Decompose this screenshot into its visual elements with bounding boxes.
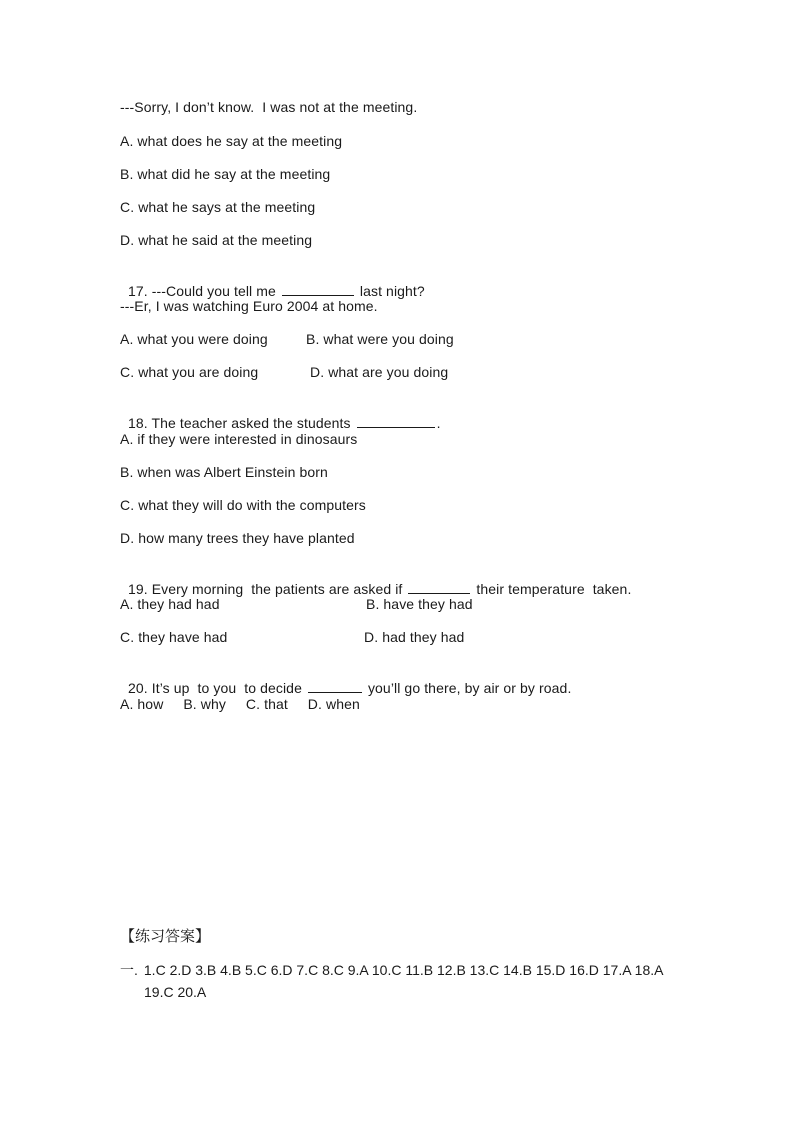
question-18-tail: . [436, 415, 441, 431]
answer-blank [357, 414, 435, 428]
options-row: A. how B. why C. that D. when [120, 696, 360, 712]
answers-section-number: 一. [120, 962, 138, 978]
dialogue-line: ---Er, I was watching Euro 2004 at home. [120, 298, 378, 314]
option-b: B. have they had [366, 596, 473, 612]
question-18-stem: 18. The teacher asked the students [127, 415, 355, 431]
option-d: D. what are you doing [310, 364, 449, 380]
option-c: C. they have had [120, 629, 228, 645]
answer-blank [408, 580, 470, 594]
option-b: B. what were you doing [306, 331, 454, 347]
option-c: C. what they will do with the computers [120, 497, 366, 513]
option-a: A. if they were interested in dinosaurs [120, 431, 358, 447]
option-a: A. what you were doing [120, 331, 268, 347]
answers-list [120, 959, 680, 1003]
option-d: D. what he said at the meeting [120, 232, 313, 248]
question-17-tail: last night? [355, 283, 425, 299]
question-20-tail: you’ll go there, by air or by road. [363, 680, 572, 696]
answer-blank [308, 679, 362, 693]
answers-heading: 【练习答案】 [120, 927, 211, 945]
question-19-stem: 19. Every morning the patients are asked if [127, 581, 407, 597]
question-19-tail: their temperature taken. [472, 581, 632, 597]
option-c: C. what he says at the meeting [120, 199, 316, 215]
question-17 [120, 264, 425, 300]
option-b: B. what did he say at the meeting [120, 166, 331, 182]
question-20-stem: 20. It’s up to you to decide [127, 680, 306, 696]
question-18 [120, 396, 441, 432]
answer-blank [282, 282, 354, 296]
option-d: D. how many trees they have planted [120, 530, 355, 546]
question-17-stem: 17. ---Could you tell me [127, 283, 280, 299]
option-a: A. what does he say at the meeting [120, 133, 343, 149]
option-d: D. had they had [364, 629, 465, 645]
answers-line: 19.C 20.A [144, 984, 207, 1000]
question-20 [120, 661, 571, 697]
answers-line: 1.C 2.D 3.B 4.B 5.C 6.D 7.C 8.C 9.A 10.C 11.B 12.B 13.C 14.B 15.D 16.D 17.A 18.A [143, 962, 664, 978]
option-b: B. when was Albert Einstein born [120, 464, 328, 480]
dialogue-line: ---Sorry, I don’t know. I was not at the meeting. [120, 99, 418, 115]
option-c: C. what you are doing [120, 364, 259, 380]
option-a: A. they had had [120, 596, 220, 612]
question-19 [120, 562, 631, 598]
